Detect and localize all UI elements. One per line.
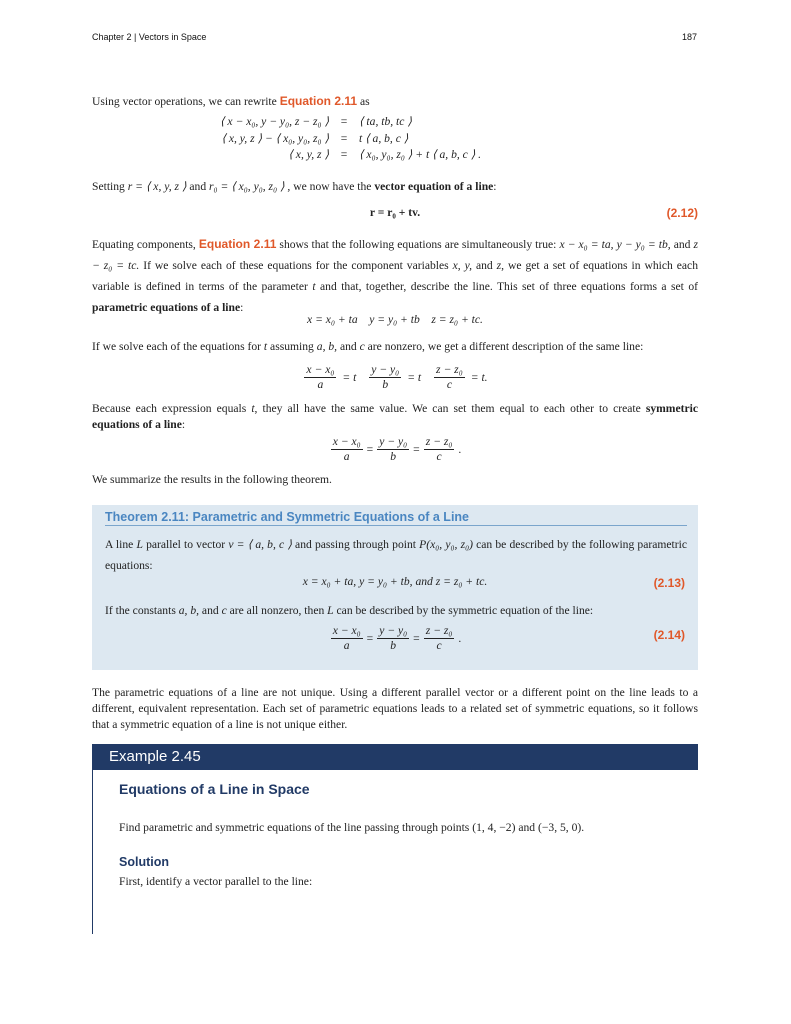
fraction-equations bbox=[92, 363, 698, 392]
math: = t. bbox=[470, 371, 488, 384]
text: we get a set of equations in which each variable is defined in terms of the parameter bbox=[92, 259, 698, 293]
text: can be described by the symmetric equation of the line: bbox=[333, 604, 594, 617]
numerator: y − y₀ bbox=[379, 435, 408, 448]
theorem-paragraph bbox=[105, 603, 687, 619]
math: = t bbox=[342, 371, 357, 384]
fraction bbox=[331, 435, 363, 464]
math: = bbox=[366, 443, 374, 456]
math: x − x₀ = ta, bbox=[559, 238, 614, 251]
text: are nonzero, we get a different description of the same line: bbox=[364, 340, 644, 353]
denominator: a bbox=[343, 639, 350, 652]
text: as bbox=[357, 95, 370, 108]
numerator: y − y₀ bbox=[371, 363, 400, 376]
text: and bbox=[515, 821, 539, 834]
math: . bbox=[458, 632, 462, 645]
eq-rhs: ⟨ x₀, y₀, z₀ ⟩ + t ⟨ a, b, c ⟩ . bbox=[359, 148, 482, 161]
math: r = ⟨ x, y, z ⟩ bbox=[127, 180, 187, 193]
text: and that, together, describe the line. This set of three equations forms a set of bbox=[315, 280, 698, 293]
text: are all nonzero, then bbox=[226, 604, 328, 617]
text: shows that the following equations are simultaneously true: bbox=[276, 238, 560, 251]
eq-rhs: t ⟨ a, b, c ⟩ bbox=[359, 131, 409, 145]
text: If the constants bbox=[105, 604, 179, 617]
term: symmetric equations of a line bbox=[92, 402, 698, 431]
numerator: x − x₀ bbox=[306, 363, 335, 376]
math: v = ⟨ a, b, c ⟩ bbox=[228, 538, 292, 551]
eq-lhs: ⟨ x, y, z ⟩ bbox=[288, 148, 329, 161]
numerator: x − x₀ bbox=[332, 435, 361, 448]
parametric-equations: x = x₀ + ta y = y₀ + tb z = z₀ + tc. bbox=[307, 313, 483, 326]
math: . bbox=[458, 443, 462, 456]
numerator: z − z₀ bbox=[436, 363, 463, 376]
denominator: b bbox=[390, 639, 397, 652]
text: : bbox=[240, 301, 244, 314]
theorem-paragraph bbox=[105, 534, 687, 576]
math: a, b, bbox=[178, 604, 200, 617]
math: P(x₀, y₀, z₀) bbox=[419, 538, 473, 551]
equation-number: (2.12) bbox=[666, 206, 698, 220]
math: = bbox=[413, 443, 420, 456]
text: : bbox=[181, 418, 186, 431]
text: Because each expression equals bbox=[92, 402, 252, 415]
text: and bbox=[670, 238, 694, 251]
numerator: x − x₀ bbox=[332, 624, 361, 637]
text: we now have the bbox=[290, 180, 375, 193]
eq-sign: = bbox=[340, 131, 348, 145]
equation-2-14 bbox=[92, 624, 698, 653]
math: = bbox=[366, 632, 374, 645]
text: and bbox=[472, 259, 497, 272]
eq-rhs: ⟨ ta, tb, tc ⟩ bbox=[359, 115, 412, 128]
paragraph-intro bbox=[92, 93, 698, 110]
paragraph-not-unique: The parametric equations of a line are not unique. Using a different parallel vector or a different point on the line leads to a different, equivalent representation. Each set of parametric equations leads to a related set of symmetric equations, so it follows that a symmetric equation of a line is not unique either. bbox=[92, 686, 698, 731]
aligned-equations bbox=[220, 114, 481, 164]
fraction bbox=[424, 435, 455, 464]
math: L bbox=[136, 538, 143, 551]
solution-label: Solution bbox=[119, 855, 169, 869]
text: If we solve each of these equations for the component variables bbox=[139, 259, 453, 272]
text: Setting bbox=[92, 180, 128, 193]
equation-number: (2.13) bbox=[653, 576, 685, 590]
math: c bbox=[221, 604, 227, 617]
paragraph-solve bbox=[92, 339, 698, 355]
eq-sign: = bbox=[340, 148, 348, 161]
fraction bbox=[369, 363, 401, 392]
solution-text: First, identify a vector parallel to the line: bbox=[119, 875, 313, 888]
denominator: a bbox=[343, 450, 350, 463]
example-border bbox=[92, 770, 93, 934]
text: and bbox=[199, 604, 222, 617]
symmetric-equations bbox=[92, 435, 698, 464]
numerator: z − z₀ bbox=[425, 624, 453, 637]
fraction bbox=[377, 624, 409, 653]
text: assuming bbox=[267, 340, 317, 353]
math: r₀ = ⟨ x₀, y₀, z₀ ⟩ , bbox=[209, 180, 291, 193]
math: t bbox=[263, 340, 268, 353]
math: (−3, 5, 0). bbox=[538, 821, 585, 834]
fraction bbox=[304, 363, 336, 392]
paragraph-because bbox=[92, 401, 698, 433]
chapter-header: Chapter 2 | Vectors in Space bbox=[92, 32, 207, 42]
paragraph-setting bbox=[92, 179, 698, 195]
text: : bbox=[493, 180, 497, 193]
numerator: y − y₀ bbox=[379, 624, 408, 637]
denominator: a bbox=[317, 378, 324, 391]
text: Find parametric and symmetric equations of the line passing through points bbox=[119, 821, 473, 834]
math: t bbox=[251, 402, 255, 415]
denominator: c bbox=[436, 450, 442, 463]
math: x, y, bbox=[452, 259, 473, 272]
paragraph-summarize: We summarize the results in the following theorem. bbox=[92, 473, 332, 486]
math: t bbox=[312, 280, 316, 293]
example-problem bbox=[119, 820, 698, 836]
math: c bbox=[359, 340, 365, 353]
equation-link[interactable]: Equation 2.11 bbox=[279, 94, 358, 108]
math: = bbox=[413, 632, 420, 645]
equation-2-13: x = x₀ + ta, y = y₀ + tb, and z = z₀ + tc. bbox=[302, 575, 488, 588]
text: If we solve each of the equations for bbox=[92, 340, 264, 353]
fraction bbox=[331, 624, 363, 653]
text: , they all have the same value. We can set them equal to each other to create bbox=[254, 402, 646, 415]
denominator: b bbox=[390, 450, 397, 463]
numerator: z − z₀ bbox=[425, 435, 453, 448]
math: L bbox=[327, 604, 334, 617]
text: can be described by the following parametric equations: bbox=[105, 538, 687, 572]
text: and bbox=[186, 180, 210, 193]
text: parallel to vector bbox=[142, 538, 229, 551]
fraction bbox=[377, 435, 409, 464]
math: z − z₀ = tc. bbox=[92, 238, 699, 272]
math: a, b, bbox=[316, 340, 338, 353]
equation-link[interactable]: Equation 2.11 bbox=[198, 237, 277, 251]
text: A line bbox=[105, 538, 137, 551]
example-title: Equations of a Line in Space bbox=[119, 781, 310, 797]
eq-lhs: ⟨ x − x₀, y − y₀, z − z₀ ⟩ bbox=[220, 115, 329, 128]
eq-sign: = bbox=[340, 115, 348, 128]
term: parametric equations of a line bbox=[92, 301, 241, 314]
math: = t bbox=[407, 371, 422, 384]
equation-number: (2.14) bbox=[653, 628, 685, 642]
text: Equating components, bbox=[92, 238, 199, 251]
example-label: Example 2.45 bbox=[109, 748, 201, 765]
paragraph-equating bbox=[92, 234, 698, 318]
equation-2-12: r = r₀ + tv. bbox=[369, 206, 421, 219]
text: Using vector operations, we can rewrite bbox=[92, 95, 280, 108]
example-header bbox=[92, 744, 698, 770]
text: and passing through point bbox=[291, 538, 420, 551]
denominator: c bbox=[446, 378, 452, 391]
fraction bbox=[434, 363, 465, 392]
eq-lhs: ⟨ x, y, z ⟩ − ⟨ x₀, y₀, z₀ ⟩ bbox=[221, 131, 329, 145]
math: y − y₀ = tb, bbox=[616, 238, 671, 251]
theorem-title: Theorem 2.11: Parametric and Symmetric Equations of a Line bbox=[105, 510, 687, 526]
fraction bbox=[424, 624, 455, 653]
math: (1, 4, −2) bbox=[472, 821, 516, 834]
text: and bbox=[337, 340, 360, 353]
denominator: b bbox=[382, 378, 389, 391]
term: vector equation of a line bbox=[374, 180, 494, 193]
denominator: c bbox=[436, 639, 442, 652]
page-number: 187 bbox=[681, 32, 697, 42]
math: z, bbox=[496, 259, 505, 272]
